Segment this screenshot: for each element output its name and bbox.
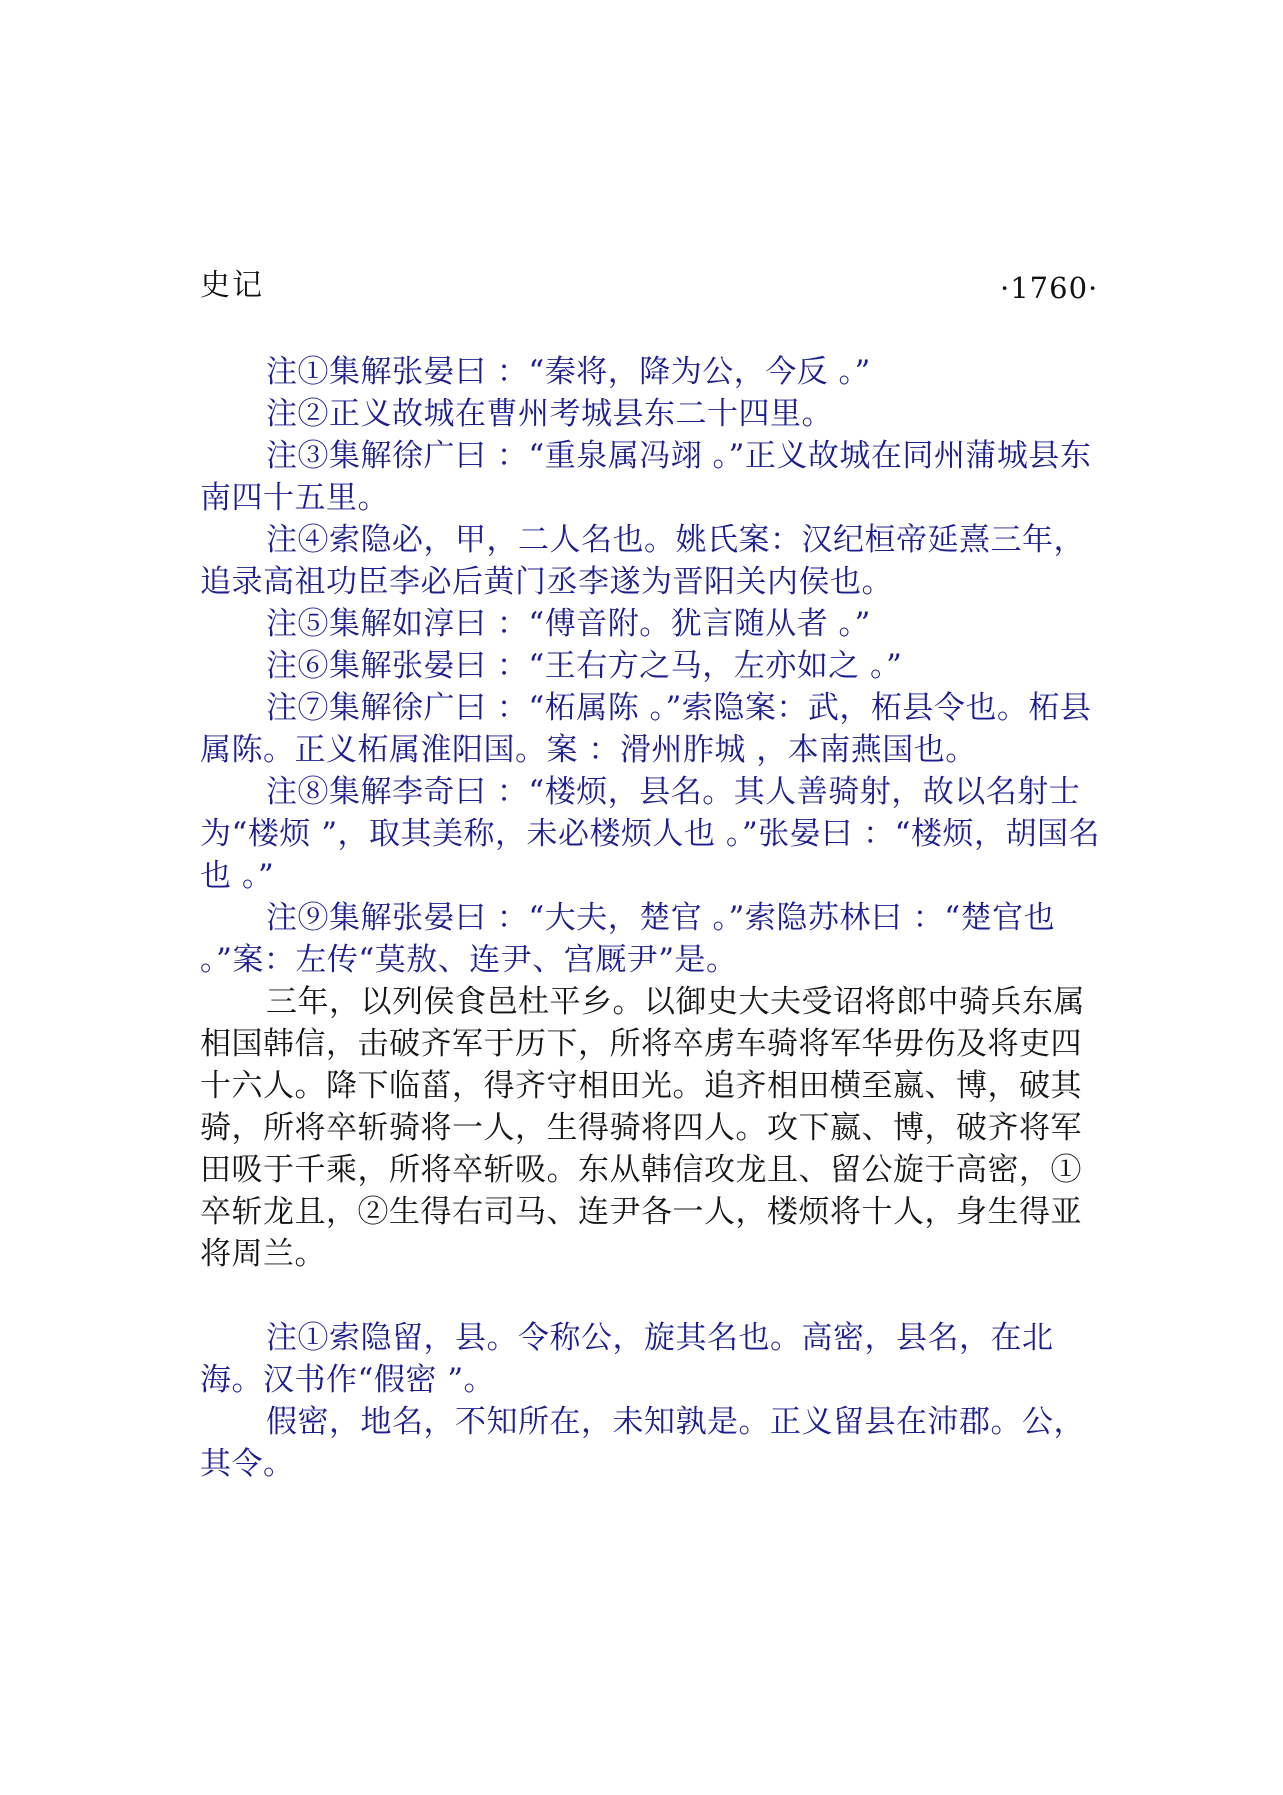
note-paragraph: 注②正义故城在曹州考城县东二十四里。: [266, 396, 833, 432]
note-paragraph: 注③集解徐广曰 ：“重泉属冯翊 。”正义故城在同州蒲城县东南四十五里。: [200, 438, 1092, 516]
note-paragraph: 注⑨集解张晏曰 ：“大夫，楚官 。”索隐苏林曰 ：“楚官也 。”案：左传“莫敖、连尹、宫厩尹”是。: [200, 900, 1056, 978]
note-paragraph: 注④索隐必，甲，二人名也。姚氏案：汉纪桓帝延熹三年，追录高祖功臣李必后黄门丞李遂为晋阳关内侯也。: [200, 522, 1085, 600]
main-text-paragraph: 三年，以列侯食邑杜平乡。以御史大夫受诏将郎中骑兵东属相国韩信，击破齐军于历下，所将卒虏车骑将军华毋伤及将吏四十六人。降下临菑，得齐守相田光。追齐相田横至嬴、博，破其骑，所将卒斩骑将一人，生得骑将四人。攻下嬴、博，破齐将军田吸于千乘，所将卒斩吸。东从韩信攻龙且、留公旋于高密，①卒斩龙且，②生得右司马、连尹各一人，楼烦将十人，身生得亚将周兰。: [200, 984, 1085, 1272]
note-paragraph: 注①索隐留，县。令称公，旋其名也。高密，县名，在北海。汉书作“假密 ”。: [200, 1320, 1054, 1398]
note-paragraph: 注①集解张晏曰 ：“秦将，降为公，今反 。”: [266, 354, 871, 390]
note-paragraph: 注⑥集解张晏曰 ：“王右方之马，左亦如之 。”: [266, 648, 903, 684]
page-number: ·1760·: [1000, 271, 1099, 305]
note-paragraph: 假密，地名，不知所在，未知孰是。正义留县在沛郡。公，其令。: [200, 1404, 1085, 1482]
page-body: [200, 351, 1100, 1485]
note-paragraph: 注⑧集解李奇曰 ：“楼烦，县名。其人善骑射，故以名射士为“楼烦 ”，取其美称，未必楼烦人也 。”张晏曰 ：“楼烦，胡国名也 。”: [200, 774, 1100, 894]
book-title: 史记: [200, 268, 264, 303]
note-paragraph: 注⑤集解如淳曰 ：“傅音附。犹言随从者 。”: [266, 606, 871, 642]
note-paragraph: 注⑦集解徐广曰 ：“柘属陈 。”索隐案：武，柘县令也。柘县属陈。正义柘属淮阳国。案 ：滑州胙城 ，本南燕国也。: [200, 690, 1092, 768]
